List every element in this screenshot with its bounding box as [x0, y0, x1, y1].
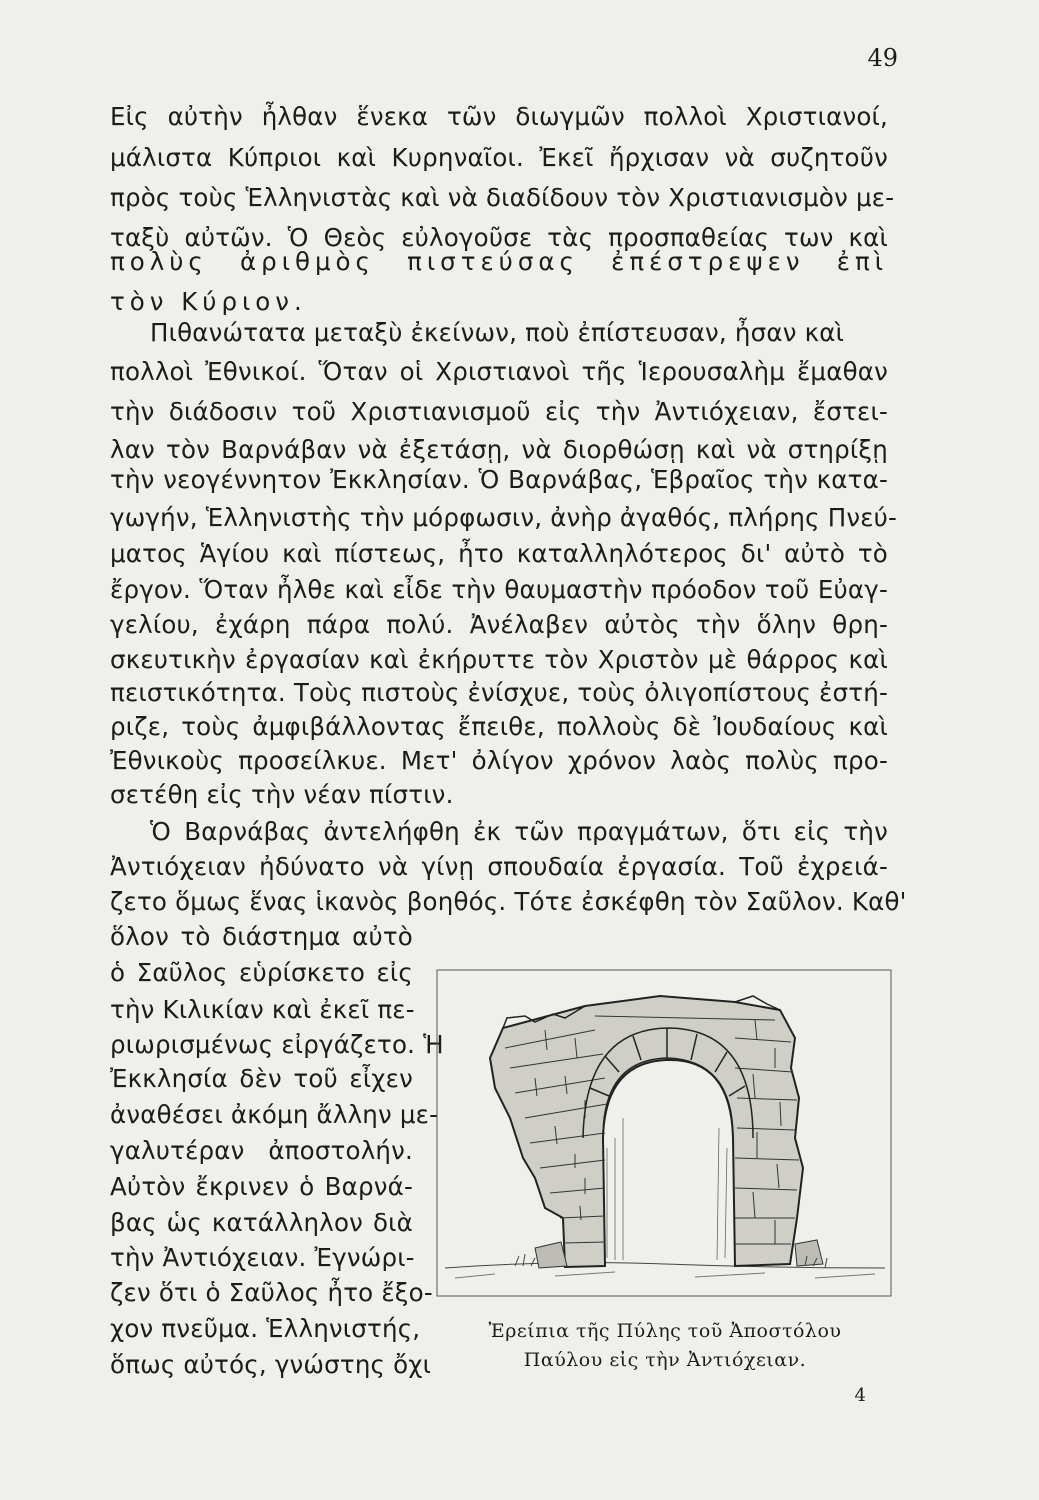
text-line: ὁ Σαῦλος εὑρίσκετο εἰς — [110, 958, 413, 987]
text-line: ζεν ὅτι ὁ Σαῦλος ἦτο ἔξο- — [110, 1278, 433, 1307]
text-line: πρὸς τοὺς Ἑλληνιστὰς καὶ νὰ διαδίδουν τὸν Χριστιανισμὸν με- — [110, 183, 895, 212]
text-line: Εἰς αὐτὴν ἦλθαν ἕνεκα τῶν διωγμῶν πολλοὶ Χριστιανοί, — [110, 102, 888, 131]
ruined-gate-illustration-icon — [435, 968, 895, 1298]
text-line: ζετο ὅμως ἕνας ἱκανὸς βοηθός. Τότε ἐσκέφθη τὸν Σαῦλον. Καθ' — [110, 887, 907, 916]
text-line: ματος Ἁγίου καὶ πίστεως, ἦτο καταλληλότερος δι' αὐτὸ τὸ — [110, 539, 888, 568]
ruined-gate-figure — [435, 968, 895, 1298]
figure-caption-line: Ἐρείπια τῆς Πύλης τοῦ Ἀποστόλου — [488, 1320, 842, 1342]
text-line: χον πνεῦμα. Ἑλληνιστής, — [110, 1314, 421, 1343]
figure-caption-line: Παύλου εἰς τὴν Ἀντιόχειαν. — [523, 1349, 807, 1371]
text-line: ἔργον. Ὅταν ἦλθε καὶ εἶδε τὴν θαυμαστὴν πρόοδον τοῦ Εὐαγ- — [110, 575, 888, 604]
text-line: γελίου, ἐχάρη πάρα πολύ. Ἀνέλαβεν αὐτὸς τὴν ὅλην θρη- — [110, 610, 888, 639]
text-line: ριωρισμένως εἰργάζετο. Ἡ — [110, 1030, 444, 1059]
paragraph-start-line: Ὁ Βαρνάβας ἀντελήφθη ἐκ τῶν πραγμάτων, ὅτι εἰς τὴν — [150, 817, 888, 846]
text-line: τὴν διάδοσιν τοῦ Χριστιανισμοῦ εἰς τὴν Ἀντιόχειαν, ἔστει- — [110, 397, 888, 426]
text-line: πολὺς ἀριθμὸς πιστεύσας ἐπέστρεψεν ἐπὶ — [110, 247, 888, 276]
signature-mark: 4 — [854, 1385, 866, 1406]
text-line: λαν τὸν Βαρνάβαν νὰ ἐξετάσῃ, νὰ διορθώσῃ καὶ νὰ στηρίξῃ — [110, 435, 888, 464]
text-line: ἀναθέσει ἀκόμη ἄλλην με- — [110, 1100, 439, 1129]
text-line: μάλιστα Κύπριοι καὶ Κυρηναῖοι. Ἐκεῖ ἤρχισαν νὰ συζητοῦν — [110, 143, 888, 172]
text-line: Ἐθνικοὺς προσείλκυε. Μετ' ὀλίγον χρόνον λαὸς πολὺς προ- — [110, 746, 888, 775]
text-line: ταξὺ αὐτῶν. Ὁ Θεὸς εὐλογοῦσε τὰς προσπαθείας των καὶ — [110, 223, 888, 252]
text-line: γωγήν, Ἑλληνιστὴς τὴν μόρφωσιν, ἀνὴρ ἀγαθός, πλήρης Πνεύ- — [110, 503, 898, 532]
text-line: τὴν Ἀντιόχειαν. Ἐγνώρι- — [110, 1243, 415, 1272]
text-line: Ἐκκλησία δὲν τοῦ εἶχεν — [110, 1064, 413, 1093]
text-line: Ἀντιόχειαν ἠδύνατο νὰ γίνῃ σπουδαία ἐργασία. Τοῦ ἐχρειά- — [110, 852, 888, 881]
text-line: ὅλον τὸ διάστημα αὐτὸ — [110, 922, 413, 951]
text-line: ριζε, τοὺς ἀμφιβάλλοντας ἔπειθε, πολλοὺς δὲ Ἰουδαίους καὶ — [110, 712, 888, 741]
text-line: πειστικότητα. Τοὺς πιστοὺς ἐνίσχυε, τοὺς ὀλιγοπίστους ἐστή- — [110, 678, 888, 707]
paragraph-start-line: Πιθανώτατα μεταξὺ ἐκείνων, ποὺ ἐπίστευσαν, ἦσαν καὶ — [150, 318, 845, 347]
text-line: γαλυτέραν ἀποστολήν. — [110, 1136, 413, 1165]
text-line: πολλοὶ Ἐθνικοί. Ὅταν οἱ Χριστιανοὶ τῆς Ἱερουσαλὴμ ἔμαθαν — [110, 357, 888, 386]
text-line: τὸν Κύριον. — [110, 287, 307, 316]
text-line: σκευτικὴν ἐργασίαν καὶ ἐκήρυττε τὸν Χριστὸν μὲ θάρρος καὶ — [110, 645, 888, 674]
text-line: Αὐτὸν ἔκρινεν ὁ Βαρνά- — [110, 1172, 413, 1201]
text-line: τὴν νεογέννητον Ἐκκλησίαν. Ὁ Βαρνάβας, Ἑβραῖος τὴν κατα- — [110, 465, 888, 494]
text-line: βας ὡς κατάλληλον διὰ — [110, 1208, 413, 1237]
page-number: 49 — [867, 44, 898, 72]
text-line: ὅπως αὐτός, γνώστης ὄχι — [110, 1350, 432, 1379]
text-line: σετέθη εἰς τὴν νέαν πίστιν. — [110, 780, 454, 809]
text-line: τὴν Κιλικίαν καὶ ἐκεῖ πε- — [110, 995, 415, 1024]
